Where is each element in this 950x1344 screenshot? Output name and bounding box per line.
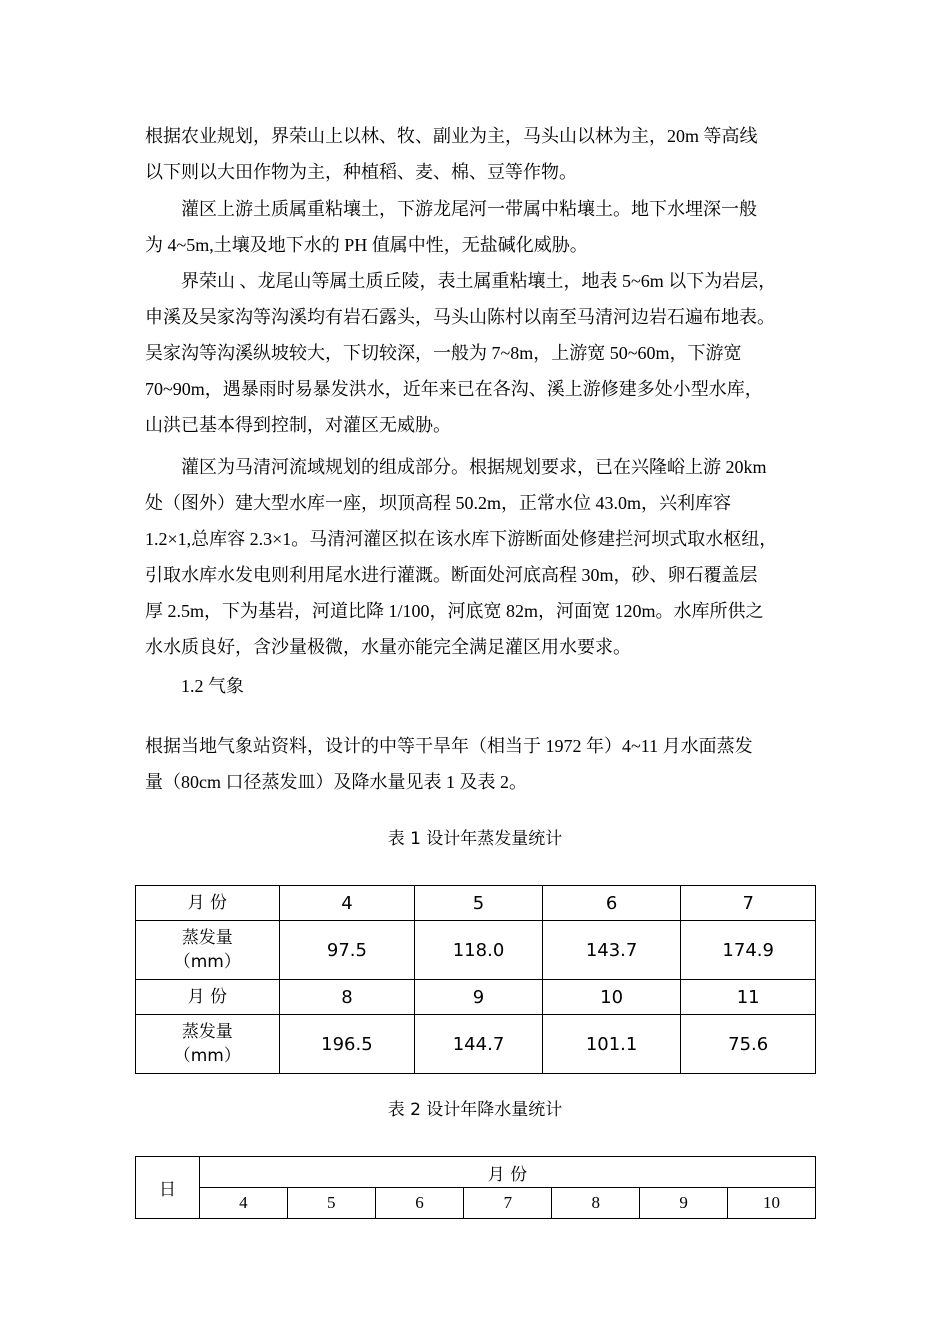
table-cell: 6: [542, 886, 681, 921]
month-header: 10: [728, 1188, 816, 1219]
text-line: 处（图外）建大型水库一座，坝顶高程 50.2m，正常水位 43.0m，兴利库容: [145, 493, 731, 513]
text-line: 水水质良好，含沙量极微，水量亦能完全满足灌区用水要求。: [145, 637, 631, 657]
table1-caption: 表 1 设计年蒸发量统计: [387, 829, 563, 849]
table-cell: 4: [279, 886, 415, 921]
row-label: 月 份: [136, 886, 280, 921]
month-header: 7: [464, 1188, 552, 1219]
text-line: 灌区上游土质属重粘壤土，下游龙尾河一带属中粘壤土。地下水埋深一般: [181, 199, 757, 219]
month-group-header: 月 份: [199, 1157, 815, 1188]
paragraph-1: [145, 118, 825, 190]
text-line: 申溪及吴家沟等沟溪均有岩石露头，马头山陈村以南至马清河边岩石遍布地表。: [145, 307, 775, 327]
table-cell: 97.5: [279, 921, 415, 980]
table-row: [136, 980, 816, 1015]
month-header: 9: [640, 1188, 728, 1219]
table-cell: 9: [415, 980, 543, 1015]
text-line: 根据农业规划，界荣山上以林、牧、副业为主，马头山以林为主，20m 等高线: [145, 126, 758, 146]
table-cell: 8: [279, 980, 415, 1015]
month-header: 6: [375, 1188, 464, 1219]
table2-caption: 表 2 设计年降水量统计: [387, 1100, 563, 1120]
paragraph-4: [145, 449, 825, 665]
text-line: 为 4~5m,土壤及地下水的 PH 值属中性，无盐碱化威胁。: [145, 235, 588, 255]
text-line: 以下则以大田作物为主，种植稻、麦、棉、豆等作物。: [145, 162, 577, 182]
text-line: 吴家沟等沟溪纵坡较大，下切较深，一般为 7~8m，上游宽 50~60m，下游宽: [145, 343, 742, 363]
table-row: [136, 1015, 816, 1074]
table-cell: 7: [681, 886, 816, 921]
precipitation-table: [135, 1156, 816, 1219]
row-label: 蒸发量 （mm）: [136, 921, 280, 980]
month-header: 5: [287, 1188, 375, 1219]
table-cell: 118.0: [415, 921, 543, 980]
section-heading: [145, 668, 825, 704]
text-line: 界荣山 、龙尾山等属土质丘陵，表土属重粘壤土，地表 5~6m 以下为岩层，: [181, 271, 777, 291]
text-line: 1.2×1,总库容 2.3×1。马清河灌区拟在该水库下游断面处修建拦河坝式取水枢纽，: [145, 529, 778, 549]
paragraph-2: [145, 191, 825, 263]
table-cell: 143.7: [542, 921, 681, 980]
table-cell: 11: [681, 980, 816, 1015]
table-cell: 75.6: [681, 1015, 816, 1074]
paragraph-3: [145, 263, 825, 443]
text-line: 70~90m，遇暴雨时易暴发洪水，近年来已在各沟、溪上游修建多处小型水库，: [145, 379, 763, 399]
text-line: 根据当地气象站资料，设计的中等干旱年（相当于 1972 年）4~11 月水面蒸发: [145, 736, 753, 756]
text-line: 灌区为马清河流域规划的组成部分。根据规划要求，已在兴隆峪上游 20km: [181, 457, 767, 477]
day-header: 日: [136, 1157, 200, 1219]
table-cell: 174.9: [681, 921, 816, 980]
text-line: 引取水库水发电则利用尾水进行灌溉。断面处河底高程 30m，砂、卵石覆盖层: [145, 565, 758, 585]
table-cell: 196.5: [279, 1015, 415, 1074]
text-line: 1.2 气象: [181, 676, 244, 696]
table-row: [136, 886, 816, 921]
text-line: 量（80cm 口径蒸发皿）及降水量见表 1 及表 2。: [145, 772, 527, 792]
paragraph-5: [145, 728, 825, 800]
row-label: 月 份: [136, 980, 280, 1015]
table-row: [136, 921, 816, 980]
table-row: [136, 1188, 816, 1219]
month-header: 4: [199, 1188, 287, 1219]
table-cell: 144.7: [415, 1015, 543, 1074]
month-header: 8: [552, 1188, 640, 1219]
row-label: 蒸发量 （mm）: [136, 1015, 280, 1074]
text-line: 厚 2.5m，下为基岩，河道比降 1/100，河底宽 82m，河面宽 120m。水库所供之: [145, 601, 764, 621]
text-line: 山洪已基本得到控制，对灌区无威胁。: [145, 415, 451, 435]
table-cell: 5: [415, 886, 543, 921]
table-cell: 10: [542, 980, 681, 1015]
evaporation-table: [135, 885, 816, 1074]
table-row: [136, 1157, 816, 1188]
table-cell: 101.1: [542, 1015, 681, 1074]
